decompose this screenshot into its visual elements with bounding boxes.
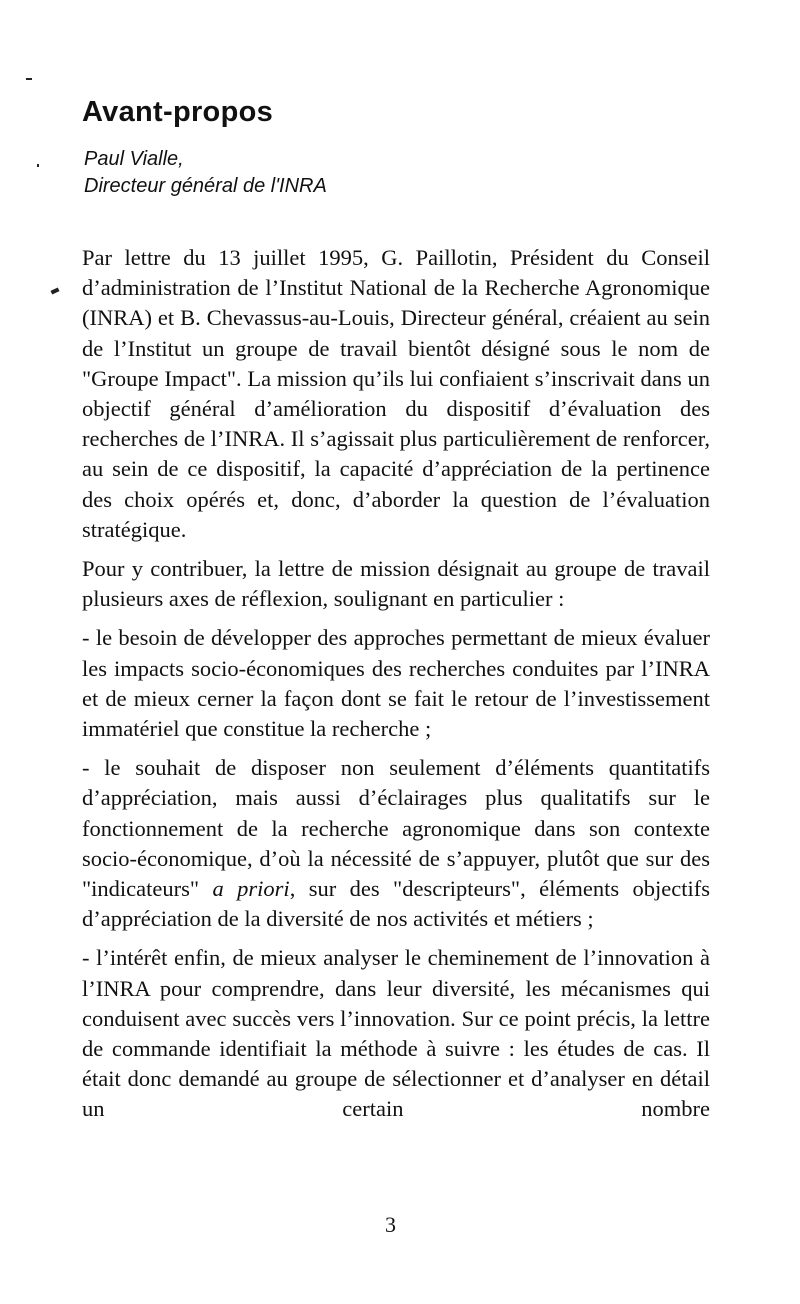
page-number: 3 — [385, 1212, 396, 1237]
author-role: Directeur général de l'INRA — [84, 175, 327, 197]
paragraph-intro: Par lettre du 13 juillet 1995, G. Paillotin, Président du Conseil d’administration de l’Institut National de la Recherche Agronomique (INRA) et B. Chevassus-au-Louis, Directeur général, créaient au sein de l’Institut un groupe de travail bientôt désigné sous le nom de "Groupe Impact". La mission qu’ils lui confiaient s’inscrivait dans un objectif général d’amélioration du dispositif d’évaluation des recherches de l’INRA. Il s’agissait plus particulièrement de renforcer, au sein de ce dispositif, la capacité d’appréciation de la pertinence des choix opérés et, donc, d’aborder la question de l’évaluation stratégique. — [82, 245, 710, 542]
author-block — [84, 146, 327, 200]
scan-speck — [37, 164, 39, 167]
scan-speck — [51, 287, 60, 294]
bullet-text-after: , sur des "descripteurs", éléments objectifs d’appréciation de la diversité de nos activités et métiers ; — [82, 876, 711, 932]
scan-speck — [26, 78, 32, 80]
bullet-text-before: - le souhait de disposer non seulement d’éléments quantitatifs d’appréciation, mais aussi d’éclairages plus qualitatifs sur le fonctionnement de la recherche agronomique dans son contexte socio-économique, d’où la nécessité de s’appuyer, plutôt que sur des "indicateurs" — [82, 755, 710, 902]
bullet-item-descripteurs — [82, 753, 710, 934]
paragraph-axes: Pour y contribuer, la lettre de mission désignait au groupe de travail plusieurs axes de réflexion, soulignant en particulier : — [82, 556, 710, 612]
author-name: Paul Vialle, — [84, 148, 184, 170]
page-title: Avant-propos — [82, 96, 274, 128]
bullet-text-italic: a priori — [212, 876, 290, 902]
bullet-item-impacts: - le besoin de développer des approches permettant de mieux évaluer les impacts socio-économiques des recherches conduites par l’INRA et de mieux cerner la façon dont se fait le retour de l’investissement immatériel que constitue la recherche ; — [82, 625, 710, 742]
body-text — [82, 243, 710, 1134]
bullet-item-innovation: - l’intérêt enfin, de mieux analyser le cheminement de l’innovation à l’INRA pour comprendre, dans leur diversité, les mécanismes qui conduisent avec succès vers l’innovation. Sur ce point précis, la lettre de commande identifiait la méthode à suivre : les études de cas. Il était donc demandé au groupe de sélectionner et d’analyser en détail un certain nombre — [82, 945, 710, 1122]
